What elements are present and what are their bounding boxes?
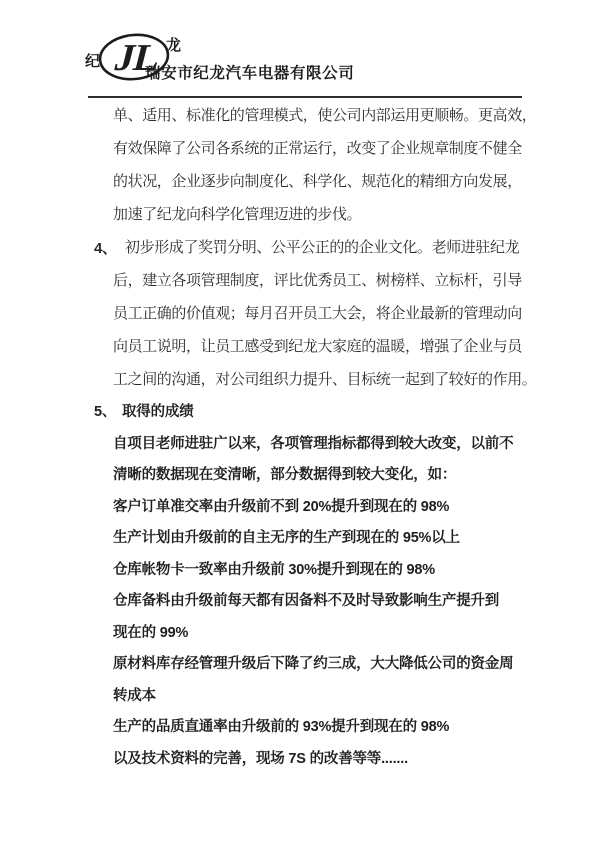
- achievement-line: 自项目老师进驻广以来，各项管理指标都得到较大改变，以前不: [113, 435, 514, 452]
- intro-line: 加速了纪龙向科学化管理迈进的步伐。: [113, 207, 362, 223]
- item-4-first-line: [94, 232, 531, 265]
- item-4-line: 向员工说明，让员工感受到纪龙大家庭的温暖，增强了企业与员: [113, 339, 522, 355]
- item-5-heading: [94, 397, 531, 429]
- achievement-line: 转成本: [113, 687, 156, 704]
- logo-monogram-text: JL: [110, 37, 165, 79]
- achievement-line: 生产计划由升级前的自主无序的生产到现在的 95%以上: [113, 530, 460, 546]
- item-4-text: 初步形成了奖罚分明、公平公正的的企业文化。老师进驻纪龙: [125, 240, 520, 256]
- intro-line: 的状况，企业逐步向制度化、科学化、规范化的精细方向发展，: [113, 174, 522, 190]
- achievement-line: 生产的品质直通率由升级前的 93%提升到现在的 98%: [113, 719, 450, 735]
- achievement-line: 仓库帐物卡一致率由升级前 30%提升到现在的 98%: [113, 561, 435, 578]
- achievement-line: 以及技术资料的完善，现场 7S 的改善等等.......: [113, 750, 408, 767]
- item-5-title: 取得的成绩: [122, 404, 194, 420]
- item-5-number: 5、: [94, 404, 117, 420]
- item-4-number: 4、: [94, 240, 117, 257]
- header-divider-rule: [88, 96, 522, 98]
- item-4-line: 员工正确的价值观；每月召开员工大会，将企业最新的管理动向: [113, 306, 522, 322]
- achievement-line: 现在的 99%: [113, 624, 189, 641]
- logo-right-character: 龙: [166, 38, 182, 54]
- intro-line: 有效保障了公司各系统的正常运行，改变了企业规章制度不健全: [113, 141, 522, 157]
- company-name: 瑞安市纪龙汽车电器有限公司: [145, 65, 355, 82]
- achievement-line: 原材料库存经管理升级后下降了约三成，大大降低公司的资金周: [113, 656, 514, 672]
- achievement-line: 客户订单准交率由升级前不到 20%提升到现在的 98%: [113, 498, 450, 515]
- intro-line: 单、适用、标准化的管理模式，使公司内部运用更顺畅。更高效，: [113, 108, 537, 124]
- document-body: [94, 100, 537, 775]
- item-4-line: 后，建立各项管理制度，评比优秀员工、树榜样、立标杆，引导: [113, 273, 522, 289]
- item-4-line: 工之间的沟通，对公司组织力提升、目标统一起到了较好的作用。: [113, 372, 537, 388]
- achievement-line: 仓库备料由升级前每天都有因备料不及时导致影响生产提升到: [113, 593, 500, 609]
- achievement-line: 清晰的数据现在变清晰，部分数据得到较大变化，如：: [113, 467, 457, 483]
- logo-left-character: 纪: [85, 54, 101, 70]
